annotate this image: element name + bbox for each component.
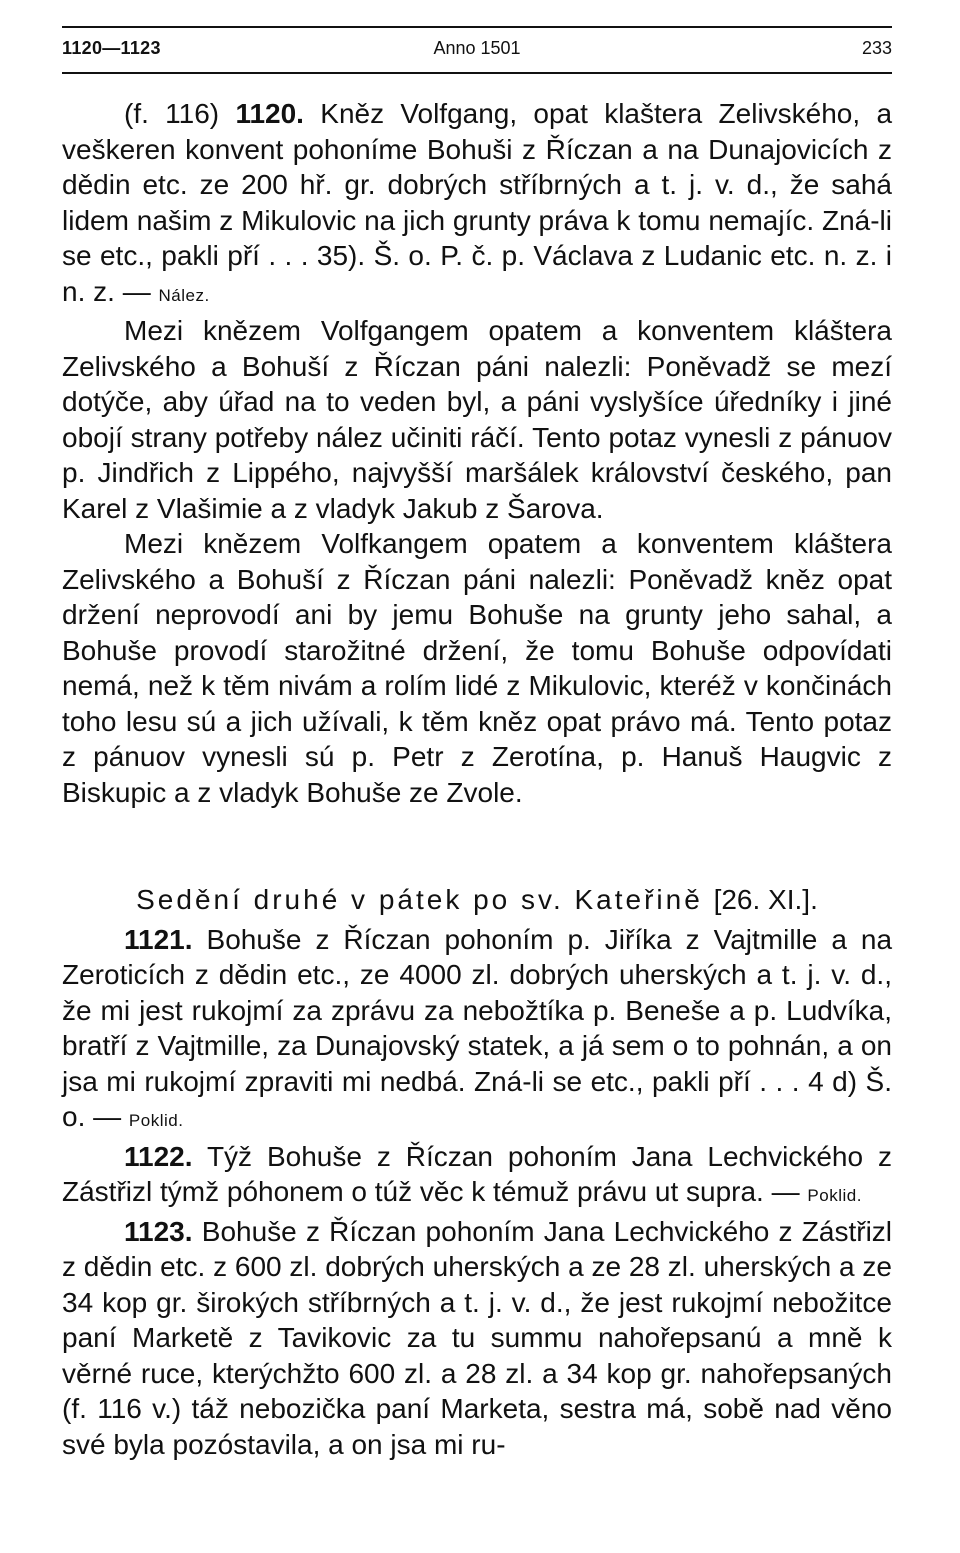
entry-range: 1120—1123 bbox=[62, 38, 161, 58]
session-date: [26. XI.]. bbox=[713, 884, 818, 915]
verdict-paragraph-2: Mezi knězem Volfkangem opatem a konventem kláštera Zelivského a Bohuší z Říczan páni nalezli: Poněvadž kněz opat držení neprovodí ani by jemu Bohuše na grunty jeho sahal, a Bohuše provodí starožitné držení, že tomu Bohuše odpovídati nemá, než k těm nivám a rolím lidé z Mikulovic, kteréž v končinách toho lesu sú a jich užívali, k těm kněz opat právo má. Tento potaz z pánuov vynesli sú p. Petr z Zerotína, p. Hanuš Haugvic z Biskupic a z vladyk Bohuše ze Zvole. bbox=[62, 528, 892, 808]
entry-number: 1123. bbox=[124, 1215, 193, 1247]
entry-number: 1121. bbox=[124, 923, 193, 955]
folio-ref: (f. 116) bbox=[124, 98, 220, 129]
document-page bbox=[62, 26, 892, 1462]
verdict-paragraph-1: Mezi knězem Volfgangem opatem a konventem kláštera Zelivského a Bohuší z Říczan páni nalezli: Poněvadž se mezí dotýče, aby úřad na to veden byl, a páni vyslyšíce úředníky i jiné obojí strany potřeby nález učiniti ráčí. Tento potaz vynesli z pánuov p. Jindřich z Lippého, najvyšší maršálek království českého, pan Karel z Vlašimie a z vladyk Jakub z Šarova. bbox=[62, 315, 892, 524]
entry-number: 1122. bbox=[124, 1140, 193, 1172]
session-title: Sedění druhé v pátek po sv. Kateřině bbox=[136, 884, 703, 915]
entry-text: Bohuše z Říczan pohoním Jana Lechvického z Zástřizl z dědin etc. z 600 zl. dobrých uherských a ze 28 zl. uherských a ze 34 kop gr. širokých stříbrných a t. j. v. d., že jest rukojmí nebožitce paní Marketě z Tavikovic za tu summu nahořepsanú a mně k věrné ruce, kterýchžto 600 zl. a 28 zl. a 34 kop gr. nahořepsaných (f. 116 v.) táž nebozička paní Marketa, sestra má, sobě nad věno své byla pozóstavila, a on jsa mi ru- bbox=[62, 1215, 893, 1460]
entry-1123 bbox=[62, 1214, 892, 1463]
running-title: Anno 1501 bbox=[433, 38, 521, 58]
entry-1121 bbox=[62, 922, 892, 1139]
entry-number: 1120. bbox=[235, 98, 304, 129]
verdict-label: Poklid. bbox=[128, 1111, 184, 1130]
page-body bbox=[62, 96, 892, 1462]
entry-text: Kněz Volfgang, opat klaštera Zelivského, a veškeren konvent pohoníme Bohuši z Říczan a na Dunajovicích z dědin etc. ze 200 hř. gr. dobrých stříbrných a t. j. v. d., že sahá lidem našim z Mikulovic na jich grunty práva k tomu nemajíc. Zná-li se etc., pakli pří . . . 35). Š. o. P. č. p. Václava z Ludanic etc. n. z. i n. z. — bbox=[62, 98, 893, 307]
entry-1122 bbox=[62, 1139, 892, 1214]
verdict-label: Nález. bbox=[158, 285, 210, 305]
entry-text: Týž Bohuše z Říczan pohoním Jana Lechvického z Zástřizl týmž póhonem o túž věc k témuž právu ut supra. — bbox=[62, 1140, 892, 1207]
session-heading bbox=[62, 882, 892, 918]
page-header bbox=[62, 26, 892, 74]
entry-1120 bbox=[62, 96, 892, 313]
page-number: 233 bbox=[861, 38, 892, 58]
verdict-label: Poklid. bbox=[807, 1186, 862, 1205]
entry-text: Bohuše z Říczan pohoním p. Jiříka z Vajtmille a na Zeroticích z dědin etc., ze 4000 zl. dobrých uherských a t. j. v. d., že mi jest rukojmí za zprávu za nebožtíka p. Beneše a p. Ludvíka, bratří z Vajtmille, za Dunajovský statek, a já sem o to pohnán, a on jsa mi rukojmí zpraviti mi nedbá. Zná-li se etc., pakli pří . . . 4 d) Š. o. — bbox=[62, 923, 893, 1132]
